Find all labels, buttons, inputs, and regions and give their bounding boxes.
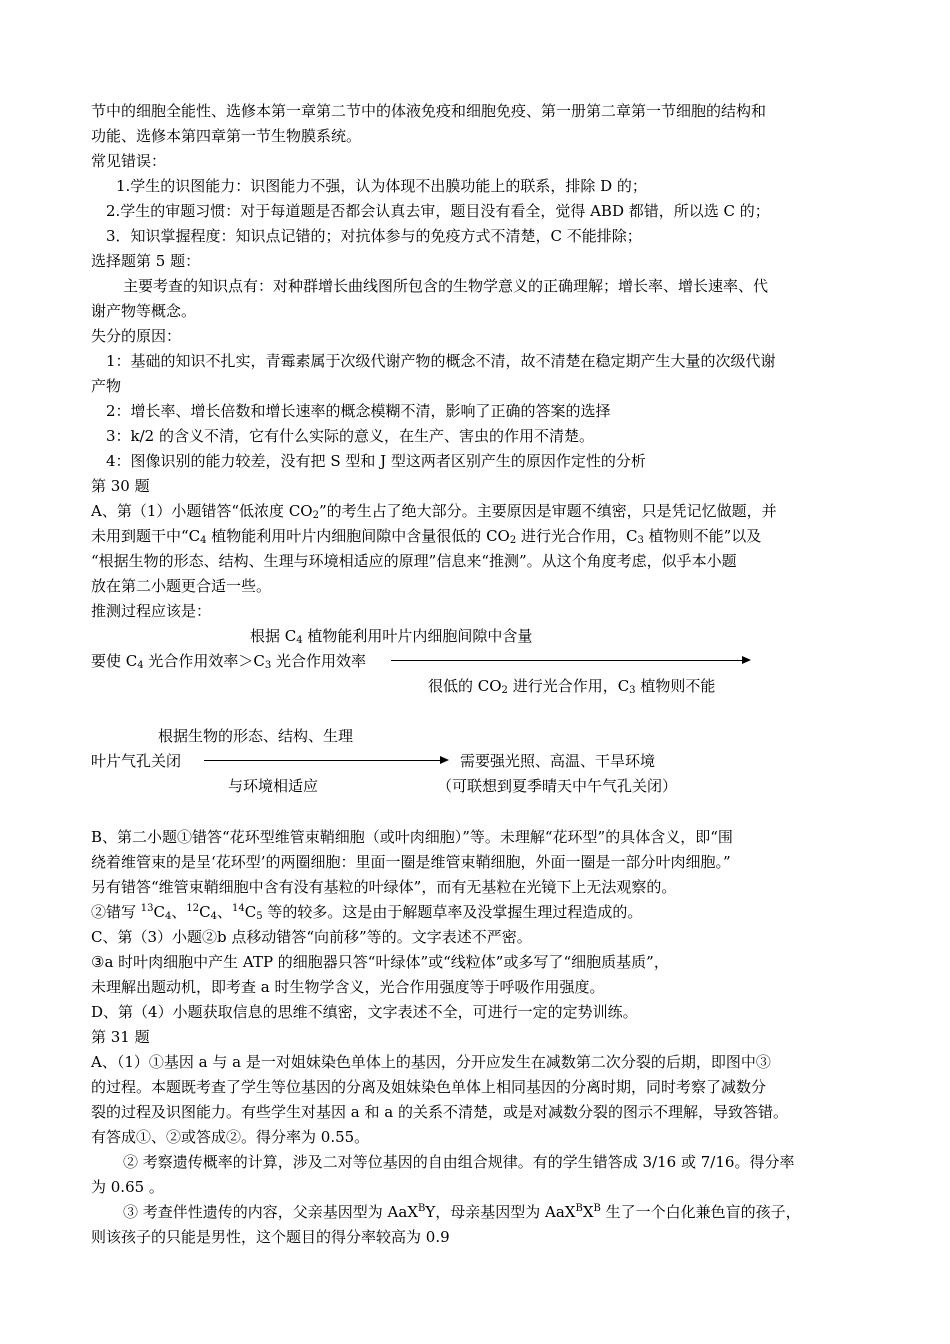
diagram-label-top — [250, 627, 532, 645]
subscript: 3 — [637, 535, 644, 546]
text-line: 绕着维管束的是呈‘花环型’的两圈细胞：里面一圈是维管束鞘细胞，外面一圈是一部分叶肉细胞。” — [91, 853, 731, 871]
text-run: ②错写 — [91, 903, 141, 921]
subscript: 2 — [501, 685, 508, 696]
subscript: 4 — [210, 911, 217, 922]
text-run: C — [199, 903, 211, 921]
subscript: 2 — [312, 510, 319, 521]
subscript: 4 — [200, 535, 207, 546]
diagram-label-bottom: 与环境相适应 — [228, 777, 319, 795]
text-line — [123, 1203, 801, 1221]
text-run: X — [582, 1203, 594, 1221]
text-line: 2：增长率、增长倍数和增长速率的概念模糊不清，影响了正确的答案的选择 — [106, 402, 611, 420]
text-run: ”的考生占了绝大部分。主要原因是审题不缜密，只是凭记忆做题，并 — [318, 502, 777, 520]
superscript: 13 — [140, 903, 154, 914]
text-run: 等的较多。这是由于解题草率及没掌握生理过程造成的。 — [262, 903, 643, 921]
text-line: D、第（4）小题获取信息的思维不缜密，文字表述不全，可进行一定的定势训练。 — [91, 1003, 638, 1021]
text-run: 光合作用效率＞C — [143, 652, 265, 670]
text-run: 植物能利用叶片内细胞间隙中含量很低的 CO — [206, 527, 510, 545]
text-line: 有答成①、②或答成②。得分率为 0.55。 — [91, 1128, 370, 1146]
text-run: 植物能利用叶片内细胞间隙中含量 — [302, 627, 533, 645]
text-line: 3．知识掌握程度：知识点记错的；对抗体参与的免疫方式不清楚，C 不能排除； — [106, 227, 642, 245]
diagram-label-right: 需要强光照、高温、干旱环境 — [460, 752, 656, 770]
text-line: 推测过程应该是： — [91, 602, 212, 620]
text-line: ② 考察遗传概率的计算，涉及二对等位基因的自由组合规律。有的学生错答成 3/16 或 7/16。得分率 — [123, 1153, 795, 1171]
superscript: B — [575, 1203, 583, 1214]
section-heading: 失分的原因： — [91, 327, 182, 345]
text-line: 另有错答“维管束鞘细胞中含有没有基粒的叶绿体”，而有无基粒在光镜下上无法观察的。 — [91, 878, 677, 896]
text-run: C — [153, 903, 165, 921]
text-line: A、（1）①基因 a 与 a 是一对姐妹染色单体上的基因，分开应发生在减数第二次分裂的后期，即图中③ — [91, 1053, 771, 1071]
subscript: 4 — [137, 660, 144, 671]
text-run: 根据 C — [250, 627, 297, 645]
text-line: 功能、选修本第四章第一节生物膜系统。 — [91, 127, 362, 145]
text-run: A、第（1）小题错答“低浓度 CO — [91, 502, 313, 520]
text-run: 未用到题干中“C — [91, 527, 201, 545]
subscript: 2 — [509, 535, 517, 546]
text-line: 放在第二小题更合适一些。 — [91, 577, 272, 595]
text-run: 生了一个白化兼色盲的孩子， — [600, 1203, 801, 1221]
text-line: 1：基础的知识不扎实，青霉素属于次级代谢产物的概念不清，故不清楚在稳定期产生大量的次级代谢 — [106, 352, 776, 370]
diagram-label-left — [91, 652, 366, 670]
subscript: 4 — [165, 911, 172, 922]
superscript: B — [593, 1203, 601, 1214]
diagram-label-top: 根据生物的形态、结构、生理 — [158, 727, 354, 745]
text-line: 为 0.65 。 — [91, 1178, 164, 1196]
text-line: C、第（3）小题②b 点移动错答“向前移”等的。文字表述不严密。 — [91, 928, 532, 946]
subscript: 3 — [264, 660, 272, 671]
text-line — [91, 527, 761, 545]
diagram-label-bottom — [428, 677, 715, 695]
text-line: “根据生物的形态、结构、生理与环境相适应的原理”信息来“推测”。从这个角度考虑，似乎本小题 — [91, 552, 737, 570]
text-line: 4：图像识别的能力较差，没有把 S 型和 J 型这两者区别产生的原因作定性的分析 — [106, 452, 646, 470]
text-line — [91, 502, 777, 520]
section-heading: 第 30 题 — [91, 477, 150, 495]
superscript: 12 — [186, 903, 200, 914]
text-line — [91, 903, 642, 921]
text-run: 植物则不能”以及 — [643, 527, 762, 545]
text-line: 2.学生的审题习惯：对于每道题是否都会认真去审，题目没有看全，觉得 ABD 都错，所以选 C 的； — [106, 202, 770, 220]
text-line: 谢产物等概念。 — [91, 302, 197, 320]
section-heading: 第 31 题 — [91, 1028, 150, 1046]
text-run: 进行光合作用，C — [516, 527, 638, 545]
text-line: 则该孩子的只能是男性，这个题目的得分率较高为 0.9 — [91, 1228, 450, 1246]
text-run: 要使 C — [91, 652, 138, 670]
text-line: 节中的细胞全能性、选修本第一章第二节中的体液免疫和细胞免疫、第一册第二章第一节细胞的结构和 — [91, 102, 767, 120]
arrow-icon — [391, 660, 749, 661]
subscript: 4 — [296, 635, 303, 646]
text-run: 、 — [171, 903, 187, 921]
subscript: 3 — [629, 685, 636, 696]
subscript: 5 — [256, 911, 263, 922]
text-run: 、 — [216, 903, 232, 921]
text-run: 很低的 CO — [428, 677, 502, 695]
text-run: Y，母亲基因型为 AaX — [425, 1203, 576, 1221]
section-heading: 选择题第 5 题： — [91, 252, 201, 270]
text-line: 3：k/2 的含义不清，它有什么实际的意义，在生产、害虫的作用不清楚。 — [106, 427, 595, 445]
text-line: B、第二小题①错答“花环型维管束鞘细胞（或叶肉细胞）”等。未理解“花环型”的具体含义，即“围 — [91, 828, 733, 846]
text-line: 未理解出题动机，即考查 a 时生物学含义，光合作用强度等于呼吸作用强度。 — [91, 978, 605, 996]
text-run: 光合作用效率 — [271, 652, 367, 670]
section-heading: 常见错误： — [91, 152, 167, 170]
text-line: 1.学生的识图能力：识图能力不强，认为体现不出膜功能上的联系，排除 D 的； — [116, 177, 647, 195]
superscript: 14 — [232, 903, 245, 914]
diagram-note: （可联想到夏季晴天中午气孔关闭） — [437, 777, 678, 795]
text-run: 植物则不能 — [635, 677, 716, 695]
text-run: ③ 考查伴性遗传的内容，父亲基因型为 AaX — [123, 1203, 418, 1221]
text-run: C — [244, 903, 257, 921]
text-line: 的过程。本题既考查了学生等位基因的分离及姐妹染色单体上相同基因的分离时期，同时考察了减数分 — [91, 1078, 767, 1096]
arrow-icon — [204, 760, 447, 761]
text-line: 主要考查的知识点有：对种群增长曲线图所包含的生物学意义的正确理解；增长率、增长速率、代 — [123, 277, 769, 295]
text-line: 裂的过程及识图能力。有些学生对基因 a 和 a 的关系不清楚，或是对减数分裂的图示不理解，导致答错。 — [91, 1103, 788, 1121]
superscript: B — [418, 1203, 426, 1214]
text-line: 产物 — [91, 377, 122, 395]
diagram-label-left: 叶片气孔关闭 — [91, 752, 182, 770]
text-run: 进行光合作用，C — [507, 677, 630, 695]
text-line: ③a 时叶肉细胞中产生 ATP 的细胞器只答“叶绿体”或“线粒体”或多写了“细胞质基质”， — [91, 953, 669, 971]
